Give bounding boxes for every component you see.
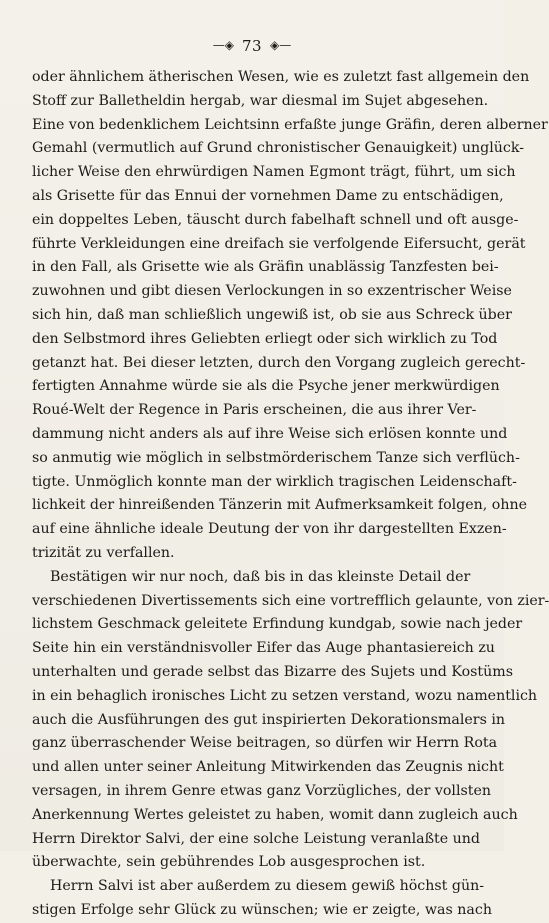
text-line: lichkeit der hinreißenden Tänzerin mit Aufmerksamkeit folgen, ohne [32,497,527,514]
text-line: Gemahl (vermutlich auf Grund chronistischer Genauigkeit) unglück- [32,140,524,157]
text-line: in ein behaglich ironisches Licht zu setzen verstand, wozu namentlich [32,687,538,704]
text-line: Stoff zur Balletheldin hergab, war diesmal im Sujet abgesehen. [32,92,489,109]
left-ornament: —◈ [212,38,234,52]
text-line: führte Verkleidungen eine dreifach sie verfolgende Eifersucht, gerät [32,235,526,252]
text-line: tigte. Unmöglich konnte man der wirklich tragischen Leidenschaft- [32,473,517,490]
text-line: Herrn Salvi ist aber außerdem zu diesem gewiß höchst gün- [50,878,485,895]
text-line: getanzt hat. Bei dieser letzten, durch den Vorgang zugleich gerecht- [32,354,526,371]
text-line: dammung nicht anders als auf ihre Weise sich erlösen konnte und [32,425,508,442]
text-line: und allen unter seiner Anleitung Mitwirkenden das Zeugnis nicht [32,759,504,776]
text-line: versagen, in ihrem Genre etwas ganz Vorzügliches, der vollsten [32,782,492,799]
text-line: so anmutig wie möglich in selbstmörderischem Tanze sich verflüch- [32,449,520,466]
text-line: oder ähnlichem ätherischen Wesen, wie es zuletzt fast allgemein den [32,69,530,85]
text-line: Anerkennung Wertes geleistet zu haben, womit dann zugleich auch [32,806,518,823]
text-line: Seite hin ein verständnisvoller Eifer das Auge phantasiereich zu [32,640,495,657]
text-line: trizität zu verfallen. [32,544,175,561]
text-line: den Selbstmord ihres Geliebten erliegt oder sich wirklich zu Tod [32,330,498,347]
page-number: 73 [241,36,263,55]
text-line: Eine von bedenklichem Leichtsinn erfaßte junge Gräfin, deren alberner [32,116,548,133]
text-line: ein doppeltes Leben, täuscht durch fabelhaft schnell und oft ausge- [32,211,519,228]
text-line: licher Weise den ehrwürdigen Namen Egmont trägt, führt, um sich [32,164,516,181]
text-line: auf eine ähnliche ideale Deutung der von ihr dargestellten Exzen- [32,521,507,538]
text-line: Roué-Welt der Regence in Paris erscheinen, die aus ihrer Ver- [32,402,477,419]
right-ornament: ◈— [270,38,292,52]
text-line: fertigten Annahme würde sie als die Psyche jener merkwürdigen [32,378,500,395]
text-line: Herrn Direktor Salvi, der eine solche Leistung veranlaßte und [32,830,481,847]
page-text [32,66,549,923]
text-line: Bestätigen wir nur noch, daß bis in das kleinste Detail der [50,568,471,585]
text-line: zuwohnen und gibt diesen Verlockungen in so exzentrischer Weise [32,283,512,300]
text-line: auch die Ausführungen des gut inspirierten Dekorationsmalers in [32,711,506,728]
text-line: als Grisette für das Ennui der vornehmen Dame zu entschädigen, [32,187,504,204]
text-line: überwachte, sein gebührendes Lob ausgesprochen ist. [32,854,426,871]
text-line: verschiedenen Divertissements sich eine vortrefflich gelaunte, von zier- [32,592,549,609]
text-line: in den Fall, als Grisette wie als Gräfin unablässig Tanzfesten bei- [32,259,499,276]
text-line: lichstem Geschmack geleitete Erfindung kundgab, sowie nach jeder [32,616,523,633]
text-line: stigen Erfolge sehr Glück zu wünschen; wie er zeigte, was nach [32,901,492,918]
text-line: unterhalten und gerade selbst das Bizarre des Sujets und Kostüms [32,663,513,680]
text-line: ganz überraschender Weise beitragen, so dürfen wir Herrn Rota [32,735,498,752]
page-header [46,34,458,58]
text-line: sich hin, daß man schließlich ungewiß ist, ob sie aus Schreck über [32,306,512,323]
